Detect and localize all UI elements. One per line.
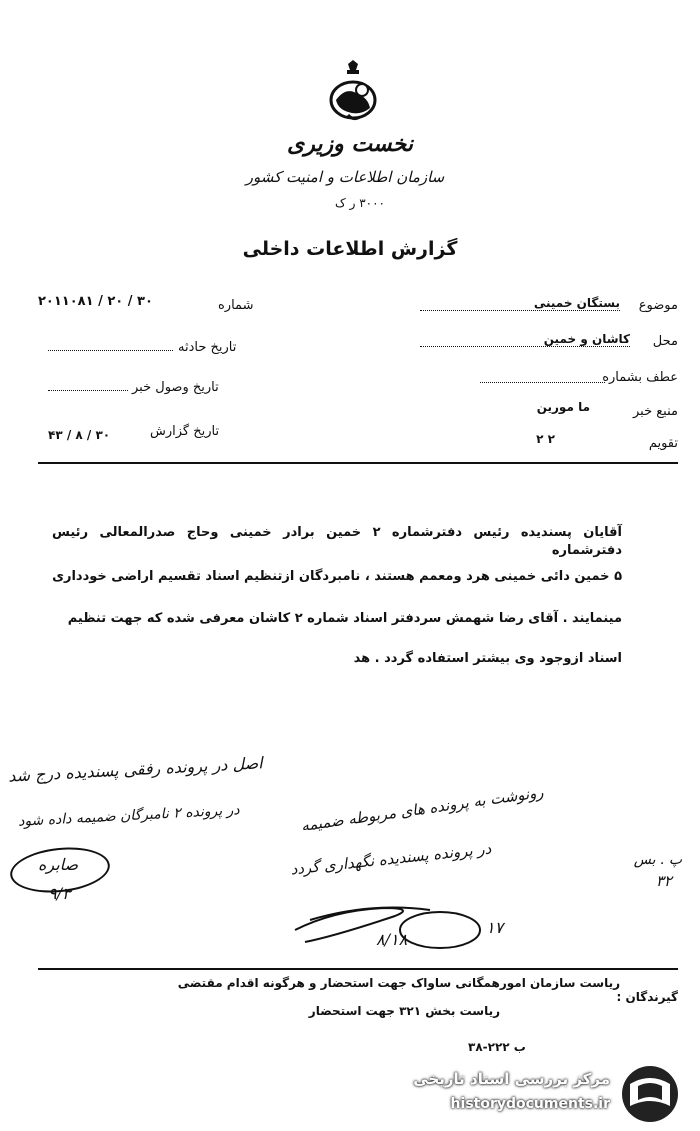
place-value: کاشان و خمین [420, 332, 630, 347]
number-label: شماره [218, 298, 254, 313]
document-code: ۳۸-۲۲۲ ب [468, 1040, 526, 1054]
header-divider [38, 462, 678, 464]
report-title: گزارش اطلاعات داخلی [242, 238, 458, 260]
receive-date-label: تاریخ وصول خبر [132, 380, 219, 395]
footer-divider [38, 968, 678, 970]
handwritten-sign-number: ۱۷ [486, 918, 504, 937]
subject-value: بستگان خمینی [420, 296, 620, 311]
margin-note: پ . بس [633, 852, 682, 868]
source-label: منبع خبر [633, 404, 678, 419]
place-label: محل [652, 334, 678, 349]
body-line-3: مینمایند . آقای رضا شهمش سردفتر اسناد شماره ۲ کاشان معرفی شده که جهت تنظیم [67, 611, 622, 626]
recipient-2: ریاست بخش ۳۲۱ جهت استحضار [308, 1004, 500, 1018]
handwritten-date: ۸/۱۸ [376, 930, 408, 949]
header-code: ۳۰۰۰ ر ک [335, 196, 385, 210]
source-value: ما مورین [536, 400, 590, 414]
watermark-name: مرکز بررسی اسناد تاریخی [413, 1070, 610, 1088]
rating-value: ۲ ۲ [536, 432, 555, 446]
signature-scribble [290, 890, 490, 960]
report-date-label: تاریخ گزارش [150, 424, 220, 439]
handwritten-note-left-2: در پرونده ۲ نامبرگان ضمیمه داده شود [17, 802, 240, 830]
watermark-url: historydocuments.ir [450, 1096, 610, 1112]
archive-logo-icon [618, 1064, 682, 1124]
number-value: ۲۰۱۱۰۸۱ / ۲۰ / ۳۰ [38, 294, 153, 309]
rating-label: تقویم [648, 436, 678, 451]
body-line-1: آقایان پسندیده رئیس دفترشماره ۲ خمین برادر خمینی وحاج صدرالمعالی رئیس دفترشماره [52, 525, 622, 559]
receive-date-blank [48, 390, 128, 391]
reference-blank [480, 382, 605, 383]
lion-and-sun-emblem-icon [318, 60, 388, 130]
recipients-label: گیرندگان : [616, 990, 678, 1004]
body-line-2: ۵ خمین دائی خمینی هرد ومعمم هستند ، نامبردگان ازتنظیم اسناد تقسیم اراضی خودداری [52, 569, 622, 584]
handwritten-note-center-1: رونوشت به پرونده های مربوطه ضمیمه [299, 783, 545, 835]
margin-number: ۳۲ [655, 872, 672, 890]
stamp-text: صابره [38, 855, 79, 874]
recipient-1: ریاست سازمان امورهمگانی ساواک جهت استحضار و هرگونه اقدام مقتضی [177, 976, 620, 990]
stamp-number: ۹/۳ [48, 884, 71, 903]
handwritten-note-center-2: در پرونده پسندیده نگهداری گردد [289, 839, 493, 879]
body-line-4: اسناد ازوجود وی بیشتر استفاده گردد . هد [353, 651, 622, 666]
reference-label: عطف بشماره [602, 370, 678, 385]
subject-label: موضوع [638, 298, 678, 313]
organization-heading: سازمان اطلاعات و امنیت کشور [245, 168, 445, 186]
handwritten-note-left-1: اصل در پرونده رفقی پسندیده درج شد [7, 753, 264, 786]
office-heading: نخست وزیری [287, 132, 413, 157]
event-date-label: تاریخ حادثه [178, 340, 237, 355]
report-date-value: ۴۳ / ۸ / ۳۰ [48, 428, 111, 442]
event-date-blank [48, 350, 173, 351]
